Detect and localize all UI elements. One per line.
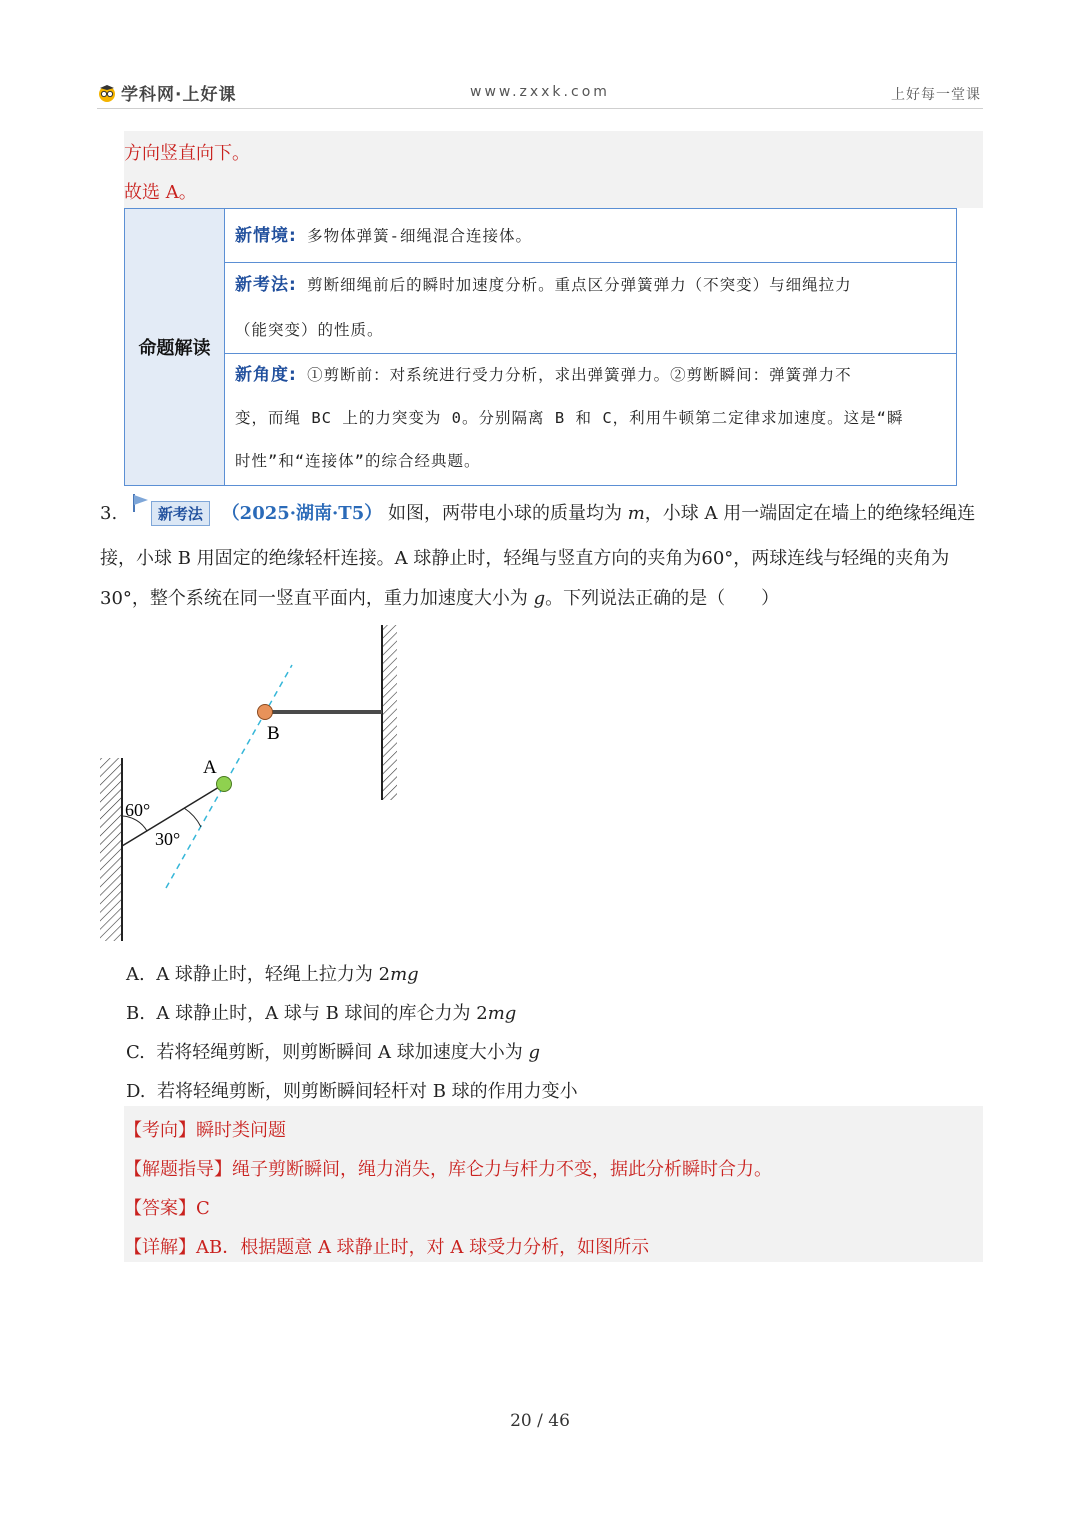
row-text: ①剪断前：对系统进行受力分析，求出弹簧弹力。②剪断瞬间：弹簧弹力不	[307, 366, 852, 384]
option-c	[126, 1038, 540, 1064]
question-line-3	[100, 584, 779, 610]
row-label: 新角度:	[235, 365, 297, 385]
slogan: 上好每一堂课	[891, 87, 981, 103]
solution-label: 【解题指导】	[124, 1159, 232, 1180]
angle-30-arc	[184, 808, 201, 827]
solution-label: 【详解】	[124, 1237, 196, 1258]
row-text: 变，而绳 BC 上的力突变为 0。分别隔离 B 和 C，利用牛顿第二定律求加速度。这是“瞬	[235, 409, 904, 427]
angle-30-label: 30°	[155, 829, 181, 849]
label-b: B	[267, 723, 280, 744]
page-number: 20 / 46	[510, 1411, 570, 1431]
option-math: g	[528, 1042, 541, 1063]
row-label: 新情境:	[235, 226, 297, 246]
flag-icon	[130, 492, 152, 514]
row-new-context	[225, 209, 956, 263]
solution-text: 绳子剪断瞬间，绳力消失，库仑力与杆力不变，据此分析瞬时合力。	[232, 1159, 772, 1180]
physics-figure	[95, 620, 415, 945]
question-source: （2025·湖南·T5）	[221, 503, 383, 524]
solution-detail	[124, 1233, 649, 1259]
label-a: A	[203, 757, 217, 778]
option-text: 若将轻绳剪断，则剪断瞬间轻杆对 B 球的作用力变小	[156, 1081, 578, 1102]
question-text: ，小球 A 用一端固定在墙上的绝缘轻绳连	[644, 503, 976, 524]
interpretation-title-cell	[125, 209, 225, 485]
row-text: （能突变）的性质。	[235, 321, 384, 339]
option-math: mg	[390, 964, 419, 985]
question-tag	[151, 501, 210, 526]
option-a	[126, 960, 419, 986]
solution-text: AB．根据题意 A 球静止时，对 A 球受力分析，如图所示	[196, 1237, 650, 1258]
prev-answer-line2: 故选 A。	[124, 182, 197, 203]
option-letter: C.	[126, 1042, 145, 1063]
row-new-angle	[225, 354, 956, 485]
ball-b	[258, 705, 273, 720]
logo-icon	[97, 83, 117, 103]
solution-label: 【考向】	[124, 1120, 196, 1141]
option-letter: B.	[126, 1003, 145, 1024]
solution-text: C	[196, 1198, 210, 1219]
question-tag-label: 新考法	[157, 505, 203, 523]
row-new-method	[225, 263, 956, 354]
option-text: A 球静止时，轻绳上拉力为 2	[156, 964, 391, 985]
option-math: mg	[487, 1003, 517, 1024]
logo	[97, 80, 236, 105]
interpretation-table	[124, 208, 957, 486]
right-wall-hatch	[382, 625, 397, 800]
question-text: 30°，整个系统在同一竖直平面内，重力加速度大小为	[100, 588, 534, 609]
question-number: 3.	[100, 503, 118, 524]
row-text: 剪断细绳前后的瞬时加速度分析。重点区分弹簧弹力（不突变）与细绳拉力	[307, 276, 852, 294]
dashed-line	[166, 665, 292, 888]
solution-direction	[124, 1116, 286, 1142]
option-text: A 球静止时，A 球与 B 球间的库仑力为 2	[156, 1003, 488, 1024]
math-g: g	[533, 588, 546, 609]
site-url: www.zxxk.com	[470, 84, 610, 100]
page-header	[97, 74, 983, 109]
row-text: 多物体弹簧-细绳混合连接体。	[307, 227, 532, 245]
option-letter: A.	[126, 964, 145, 985]
solution-text: 瞬时类问题	[196, 1120, 286, 1141]
angle-60-label: 60°	[125, 800, 151, 820]
prev-answer-box	[124, 131, 983, 208]
question-line-1	[100, 499, 975, 526]
option-text: 若将轻绳剪断，则剪断瞬间 A 球加速度大小为	[156, 1042, 529, 1063]
question-text: 如图，两带电小球的质量均为	[387, 503, 628, 524]
prev-answer-line1: 方向竖直向下。	[124, 143, 250, 164]
option-b	[126, 999, 516, 1025]
row-label: 新考法:	[235, 275, 297, 295]
interpretation-title: 命题解读	[138, 338, 211, 359]
logo-text: 学科网·上好课	[121, 85, 237, 105]
question-text: 。下列说法正确的是（ ）	[545, 588, 780, 609]
left-wall-hatch	[100, 758, 122, 941]
question-line-2: 接，小球 B 用固定的绝缘轻杆连接。A 球静止时，轻绳与竖直方向的夹角为60°，两球连线与轻绳的夹角为	[100, 548, 950, 569]
math-m: m	[627, 503, 645, 524]
solution-label: 【答案】	[124, 1198, 196, 1219]
solution-answer	[124, 1194, 210, 1220]
option-letter: D.	[126, 1081, 146, 1102]
row-text: 时性”和“连接体”的综合经典题。	[235, 452, 481, 470]
ball-a	[217, 777, 232, 792]
option-d	[126, 1077, 578, 1103]
solution-guide	[124, 1155, 772, 1181]
